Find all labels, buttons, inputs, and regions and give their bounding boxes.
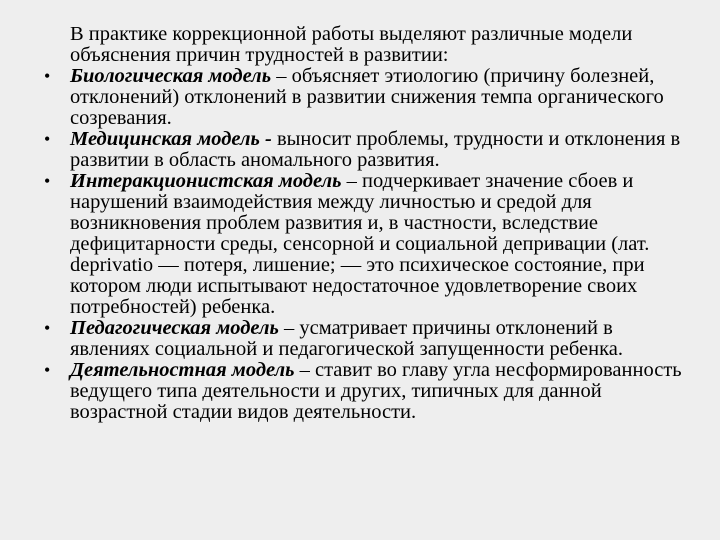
list-item-pedagogical-model bbox=[44, 317, 690, 360]
bullet-icon: • bbox=[44, 171, 51, 191]
list-item-activity-model bbox=[44, 359, 690, 423]
bullet-icon: • bbox=[44, 360, 51, 380]
item-text: – объясняет этиологию (причину болезней, отклонений) отклонений в развитии снижения темпа органического созревания. bbox=[70, 65, 664, 129]
bullet-icon: • bbox=[44, 66, 51, 86]
list-item-medical-model bbox=[44, 128, 690, 171]
term-label: Педагогическая модель bbox=[70, 317, 279, 339]
term-label: Интеракционистская модель bbox=[70, 170, 342, 192]
intro-paragraph: В практике коррекционной работы выделяют различные модели объяснения причин трудностей в развитии: bbox=[70, 23, 633, 66]
item-text: выносит проблемы, трудности и отклонения в развитии в область аномального развития. bbox=[70, 128, 681, 171]
bullet-icon: • bbox=[44, 129, 51, 149]
item-text: – подчеркивает значение сбоев и нарушений взаимодействия между личностью и средой для возникновения проблем развития и, в частности, вследствие дефицитарности среды, сенсорной и социальной депривации (лат. deprivatio — потеря, лишение; — это психическое состояние, при котором люди испытывают недостаточное удовлетворение своих потребностей) ребенка. bbox=[70, 170, 650, 318]
list-item-biological-model bbox=[44, 65, 690, 129]
item-text: – усматривает причины отклонений в явлениях социальной и педагогической запущенности ребенка. bbox=[70, 317, 623, 360]
term-label: Биологическая модель bbox=[70, 65, 272, 87]
term-label: Деятельностная модель bbox=[70, 359, 295, 381]
list-item-interactionist-model bbox=[44, 170, 690, 318]
item-text: – ставит во главу угла несформированность ведущего типа деятельности и других, типичных для данной возрастной стадии видов деятельности. bbox=[70, 359, 682, 423]
slide-content bbox=[44, 23, 690, 423]
term-label: Медицинская модель - bbox=[70, 128, 272, 150]
bullet-icon: • bbox=[44, 318, 51, 338]
